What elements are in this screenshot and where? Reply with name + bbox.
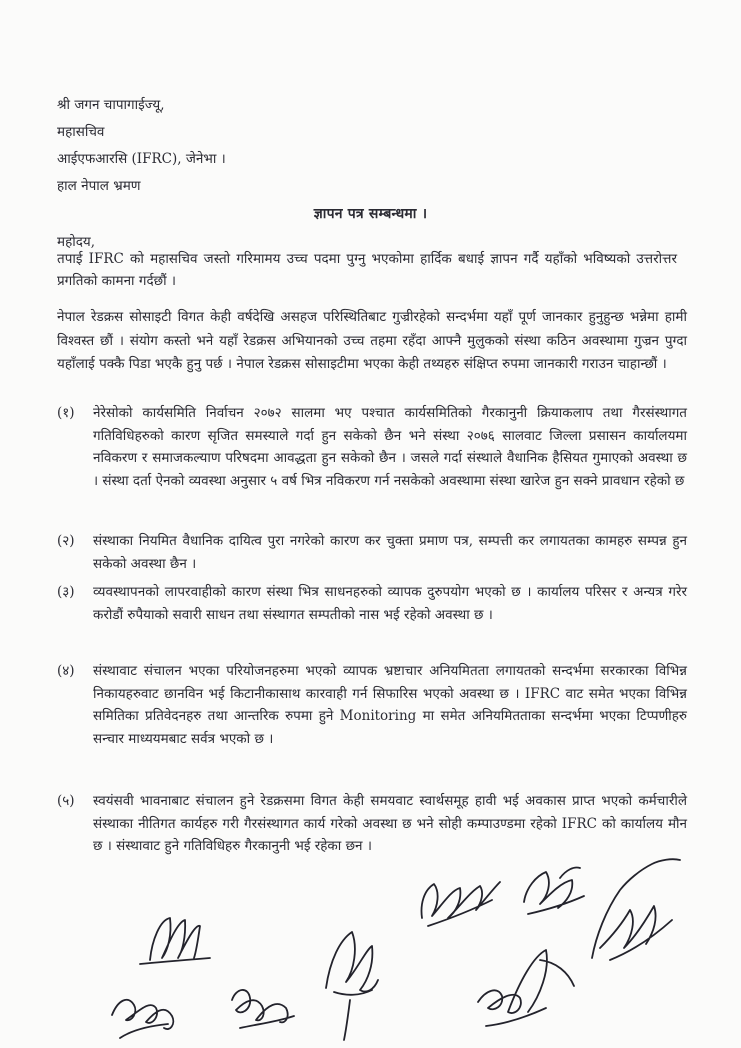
context-paragraph: नेपाल रेडक्रस सोसाइटी विगत केही वर्षदेखि असहज परिस्थितिबाट गुज्रीरहेको सन्दर्भमा यहाँ पूर्ण जानकार हुनुहुन्छ भन्नेमा हामी विश्वस्त छौं । संयोग कस्तो भने यहाँ रेडक्रस अभियानको उच्च तहमा रहँदा आफ्नै मुलुकको संस्था कठिन अवस्थामा गुज्रन पुग्दा यहाँलाई पक्कै पिडा भएकै हुनु पर्छ । नेपाल रेडक्रस सोसाइटीमा भएका केही तथ्यहरु संक्षिप्त रुपमा जानकारी गराउन चाहान्छौं । — [57, 309, 687, 372]
addressee-name: श्री जगन चापागाईज्यू, — [57, 97, 165, 113]
list-item-text: संस्थावाट संचालन भएका परियोजनहरुमा भएको व्यापक भ्रष्टाचार अनियमितता लगायतको सन्दर्भमा सरकारका विभिन्न निकायहरुवाट छानविन भई किटानीकासाथ कारवाही गर्न सिफारिस भएको अवस्था छ । IFRC वाट समेत भएका विभिन्न समितिका प्रतिवेदनहरु तथा आन्तरिक रुपमा हुने Monitoring मा समेत अनियमितताका सन्दर्भमा भएका टिप्पणीहरु सन्चार माध्ययमबाट सर्वत्र भएको छ । — [93, 663, 687, 747]
signatures-area — [0, 840, 741, 1048]
signature-3 — [232, 990, 294, 1028]
signature-6 — [478, 950, 574, 1026]
opening-paragraph: तपाई IFRC को महासचिव जस्तो गरिमामय उच्च पदमा पुग्नु भएकोमा हार्दिक बधाई ज्ञापन गर्दै यहाँको भविष्यको उत्तरोत्तर प्रगतिको कामना गर्दछौं । — [57, 251, 677, 289]
list-item-text: व्यवस्थापनको लापरवाहीको कारण संस्था भित्र साधनहरुको व्यापक दुरुपयोग भएको छ । कार्यालय परिसर र अन्यत्र गरेर करोडौं रुपैयाको सवारी साधन तथा संस्थागत सम्पतीको नास भई रहेको अवस्था छ । — [93, 584, 687, 623]
addressee-block — [57, 92, 226, 200]
list-item-number: (४) — [57, 663, 75, 679]
signature-5 — [422, 882, 501, 926]
list-item — [57, 660, 687, 750]
addressee-location: हाल नेपाल भ्रमण — [57, 178, 141, 194]
list-item-number: (५) — [57, 793, 75, 809]
list-item — [57, 530, 687, 575]
signature-4 — [326, 932, 378, 1040]
list-item-number: (३) — [57, 584, 75, 600]
salutation: महोदय, — [57, 234, 96, 250]
signature-1 — [140, 918, 210, 964]
addressee-organization: आईएफआरसि (IFRC), जेनेभा । — [57, 151, 226, 167]
subject-line: ज्ञापन पत्र सम्बन्धमा । — [313, 206, 428, 222]
list-item-number: (२) — [57, 533, 75, 549]
signature-8 — [592, 859, 680, 960]
signature-2 — [112, 1000, 173, 1038]
list-item — [57, 402, 687, 492]
addressee-title: महासचिव — [57, 124, 105, 140]
list-item-text: नेरेसोको कार्यसमिति निर्वाचन २०७२ सालमा भए पश्चात कार्यसमितिको गैरकानुनी क्रियाकलाप तथा गैरसंस्थागत गतिविधिहरुको कारण सृजित समस्याले गर्दा हुन सकेको छैन भने संस्था २०७६ सालवाट जिल्ला प्रसासन कार्यालयमा नविकरण र समाजकल्याण परिषदमा आवद्धता हुन सकेको छैन । जसले गर्दा संस्थाले वैधानिक हैसियत गुमाएको अवस्था छ । संस्था दर्ता ऐनको व्यवस्था अनुसार ५ वर्ष भित्र नविकरण गर्न नसकेको अवस्थामा संस्था खारेज हुन सक्ने प्रावधान रहेको छ — [93, 405, 687, 489]
signature-7 — [524, 867, 584, 914]
list-item — [57, 581, 687, 626]
list-item-number: (१) — [57, 405, 75, 421]
list-item-text: स्वयंसवी भावनाबाट संचालन हुने रेडक्रसमा विगत केही समयवाट स्वार्थसमूह हावी भई अवकास प्राप्त भएको कर्मचारीले संस्थाका नीतिगत कार्यहरु गरी गैरसंस्थागत कार्य गरेको अवस्था छ भने सोही कम्पाउण्डमा रहेको IFRC को कार्यालय मौन छ । संस्थावाट हुने गतिविधिहरु गैरकानुनी भई रहेका छन । — [93, 793, 687, 854]
list-item-text: संस्थाका नियमित वैधानिक दायित्व पुरा नगरेको कारण कर चुक्ता प्रमाण पत्र, सम्पत्ती कर लगायतका कामहरु सम्पन्न हुन सकेको अवस्था छैन । — [93, 533, 687, 572]
